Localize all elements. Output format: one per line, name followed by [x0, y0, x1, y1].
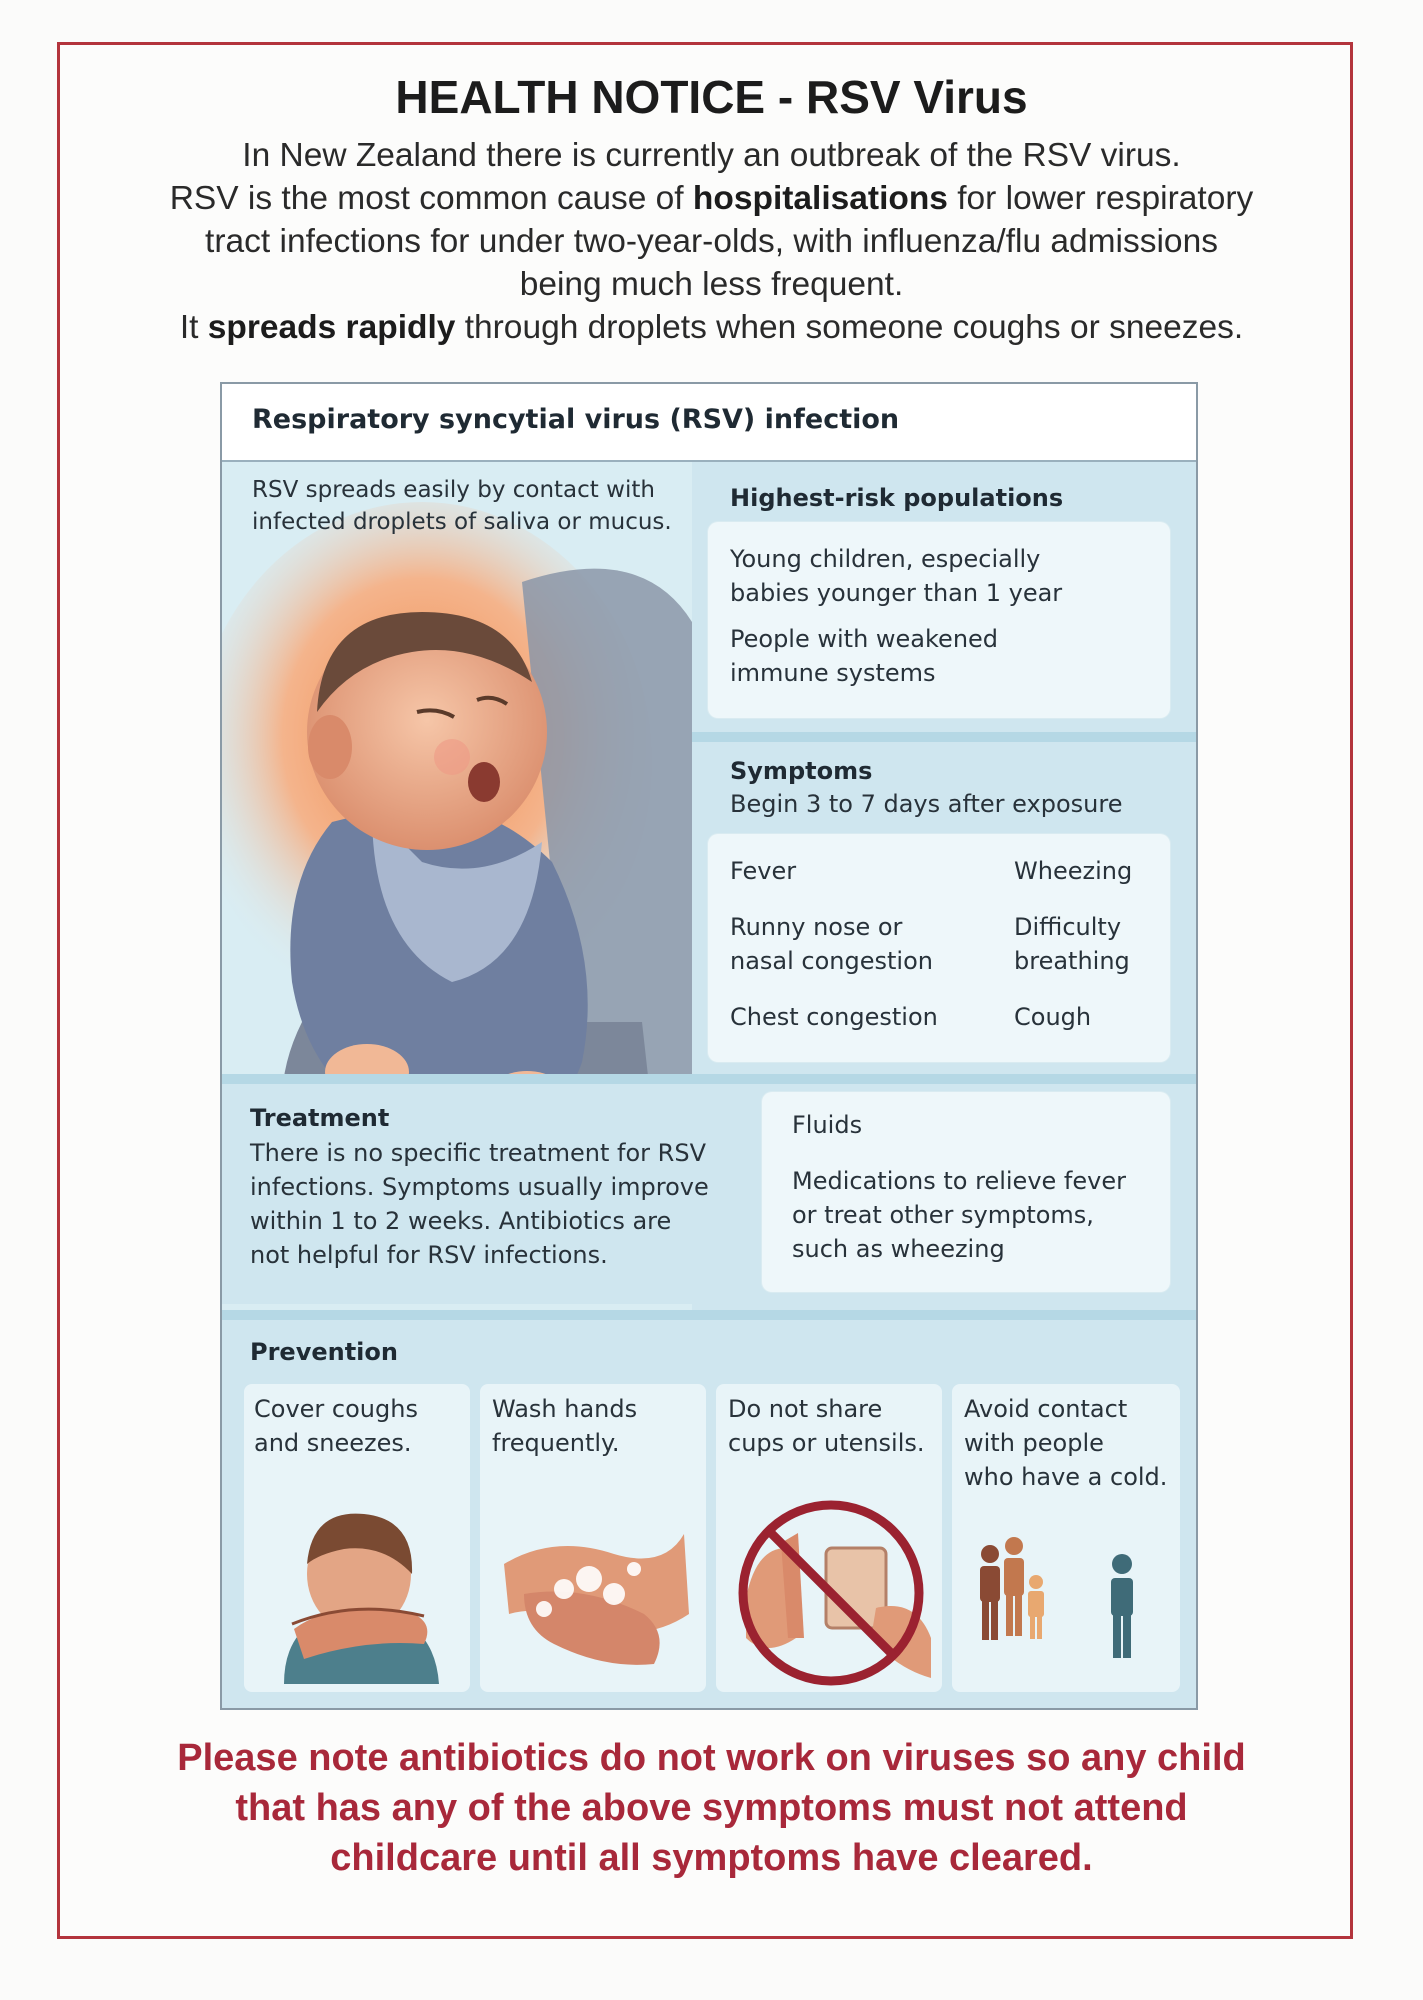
- avoid-contact-people-icon: [972, 1534, 1162, 1664]
- symptom-wheezing: Wheezing: [1014, 857, 1133, 885]
- prevention-band: [222, 1320, 1196, 1710]
- spread-description: [252, 474, 682, 538]
- divider: [222, 1310, 1196, 1320]
- spread-line-1: RSV spreads easily by contact with: [252, 477, 655, 503]
- treatment-medications: Medications to relieve fever or treat other symptoms, such as wheezing: [792, 1167, 1126, 1263]
- handwashing-icon: [494, 1494, 694, 1684]
- symptoms-onset: Begin 3 to 7 days after exposure: [730, 790, 1123, 818]
- prevention-wash-hands: Wash hands frequently.: [480, 1384, 706, 1692]
- treatment-fluids: Fluids: [792, 1111, 863, 1139]
- covering-cough-icon: [264, 1504, 454, 1684]
- antibiotics-warning: [60, 1733, 1363, 1883]
- symptoms-card: [708, 834, 1170, 1062]
- prevention-heading: Prevention: [250, 1338, 398, 1366]
- infographic-header: [222, 384, 1196, 462]
- coughing-baby-illustration: [222, 462, 692, 1454]
- intro-line-5: It spreads rapidly through droplets when someone coughs or sneezes.: [179, 309, 1244, 346]
- intro-line-4: being much less frequent.: [519, 266, 904, 303]
- spread-line-2: infected droplets of saliva or mucus.: [252, 509, 672, 535]
- no-sharing-cup-icon: [726, 1488, 936, 1688]
- infographic-title: Respiratory syncytial virus (RSV) infection: [252, 404, 900, 435]
- treatment-options-card: [762, 1092, 1170, 1292]
- symptom-chest-congestion: Chest congestion: [730, 1003, 938, 1031]
- prevention-cover-coughs: Cover coughs and sneezes.: [244, 1384, 470, 1692]
- risk-card: [708, 522, 1170, 718]
- warning-line-1: Please note antibiotics do not work on viruses so any child: [177, 1737, 1246, 1779]
- treatment-band: [222, 1084, 1196, 1304]
- divider: [692, 732, 1196, 742]
- notice-intro: [80, 134, 1343, 349]
- prevention-no-sharing: Do not share cups or utensils.: [716, 1384, 942, 1692]
- intro-line-1: In New Zealand there is currently an outbreak of the RSV virus.: [242, 137, 1181, 174]
- notice-title: HEALTH NOTICE - RSV Virus: [395, 71, 1028, 123]
- prevention-cards: [244, 1384, 1180, 1692]
- risk-item-1: Young children, especially babies younger than 1 year: [730, 545, 1063, 607]
- prevention-avoid-contact: Avoid contact with people who have a cold.: [952, 1384, 1180, 1692]
- risk-heading: Highest-risk populations: [730, 484, 1064, 512]
- risk-item-2: People with weakened immune systems: [730, 625, 999, 687]
- baby-illustration-area: [222, 462, 692, 1454]
- warning-line-3: childcare until all symptoms have cleared.: [330, 1837, 1093, 1879]
- top-panel: [222, 462, 1196, 1454]
- divider: [222, 1074, 1196, 1084]
- rsv-infographic: [220, 382, 1198, 1710]
- symptoms-heading: Symptoms: [730, 757, 873, 785]
- symptom-runny-nose: Runny nose or nasal congestion: [730, 913, 933, 975]
- warning-line-2: that has any of the above symptoms must not attend: [235, 1787, 1188, 1829]
- symptom-difficulty-breathing: Difficulty breathing: [1014, 913, 1130, 975]
- treatment-heading: Treatment: [250, 1104, 390, 1132]
- intro-line-3: tract infections for under two-year-olds, with influenza/flu admissions: [205, 223, 1218, 260]
- symptom-fever: Fever: [730, 857, 797, 885]
- intro-line-2: RSV is the most common cause of hospitalisations for lower respiratory: [169, 180, 1254, 217]
- treatment-text: There is no specific treatment for RSV infections. Symptoms usually improve within 1 to 2 weeks. Antibiotics are not helpful for RSV infections.: [250, 1139, 709, 1269]
- symptom-cough: Cough: [1014, 1003, 1092, 1031]
